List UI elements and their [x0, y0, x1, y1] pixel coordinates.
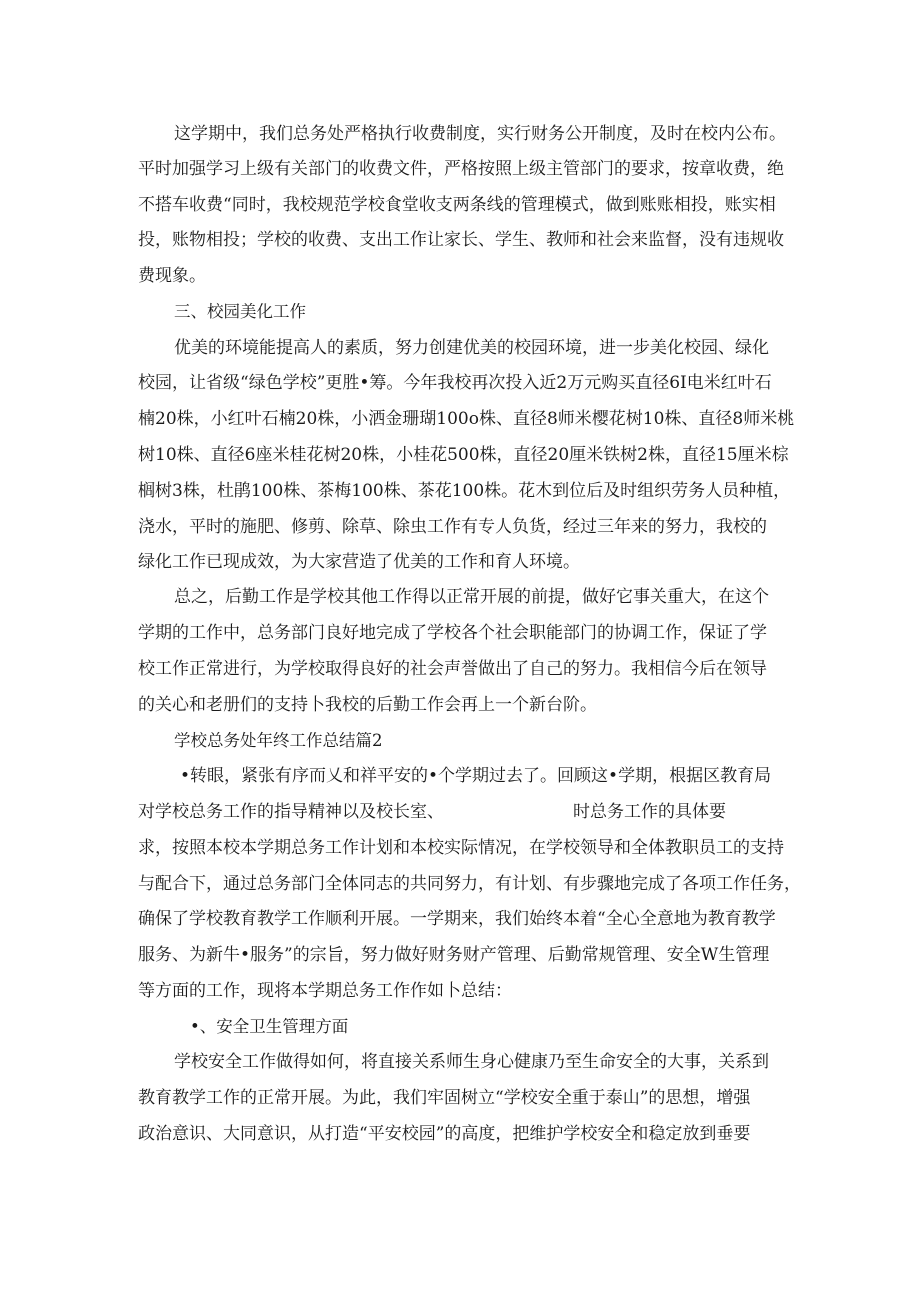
- text-line: 费现象。: [138, 266, 206, 286]
- text-line: 树10株、直径6座米桂花树20株，小桂花500株，直径20厘米铁树2株，直径15厘米棕: [138, 445, 789, 465]
- text-line: 总之，后勤工作是学校其他工作得以正常开展的前提，做好它事关重大，在这个: [174, 587, 769, 607]
- text-line: 学校安全工作做得如何，将直接关系师生身心健康乃至生命安全的大事，关系到: [174, 1052, 769, 1072]
- text-line: 服务、为新牛•服务”的宗旨，努力做好财务财产管理、后勤常规管理、安全W生管理: [138, 945, 770, 965]
- text-line: 浇水，平时的施肥、修剪、除草、除虫工作有专人负货，经过三年来的努力，我校的: [138, 517, 767, 537]
- text-line: 求，按照本校本学期总务工作计划和本校实际情况，在学校领导和全体教职员工的支持: [138, 838, 784, 858]
- text-line: 平时加强学习上级有关部门的收费文件，严格按照上级主管部门的要求，按章收费，绝: [138, 159, 784, 179]
- text-line: 对学校总务工作的指导精神以及校长室、: [138, 802, 444, 822]
- text-line: 校园，让省级“绿色学校”更胜•筹。今年我校再次投入近2万元购买直径6I电米红叶石: [138, 373, 772, 393]
- article-title: 学校总务处年终工作总结篇2: [174, 731, 383, 750]
- text-line: 与配合下，通过总务部门全体同志的共同努力，有计划、有步骤地完成了各项工作任务，: [138, 874, 801, 894]
- section-heading: •、安全卫生管理方面: [190, 1017, 349, 1036]
- text-line: 优美的环境能提高人的素质，努力创建优美的校园环境，进一步美化校园、绿化: [174, 338, 769, 358]
- text-line: 楠20株，小红叶石楠20株，小洒金珊瑚100o株、直径8师米樱花树10株、直径8师米桃: [138, 409, 795, 429]
- text-line: 学期的工作中，总务部门良好地完成了学校各个社会职能部门的协调工作，保证了学: [138, 623, 767, 643]
- text-line: 这学期中，我们总务处严格执行收费制度，实行财务公开制度，及时在校内公布。: [174, 124, 786, 144]
- text-line: 投，账物相投；学校的收费、支出工作让家长、学生、教师和社会来监督，没有违规收: [138, 230, 784, 250]
- text-line: 时总务工作的具体要: [573, 802, 726, 822]
- text-line: •转眼，紧张有序而乂和祥平安的•个学期过去了。回顾这•学期，根据区教育局: [180, 766, 772, 786]
- text-line: 不搭车收费“同时，我校规范学校食堂收支两条线的管理模式，做到账账相投，账实相: [138, 195, 776, 215]
- text-line: 教育教学工作的正常开展。为此，我们牢固树立“学校安全重于泰山”的思想，增强: [138, 1088, 751, 1108]
- text-line: 等方面的工作，现将本学期总务工作作如卜总结：: [138, 981, 512, 1001]
- text-line: 校工作正常进行，为学校取得良好的社会声誉做出了自己的努力。我相信今后在领导: [138, 659, 767, 679]
- text-line: 政治意识、大同意识，从打造“平安校园”的高度，把维护学校安全和稳定放到垂要: [138, 1124, 751, 1144]
- text-line: 确保了学校教育教学工作顺利开展。一学期来，我们始终本着“全心全意地为教育教学: [138, 909, 776, 929]
- text-line: 榈树3株，杜鹃100株、茶梅100株、茶花100株。花木到位后及时组织劳务人员种植，: [138, 481, 791, 501]
- text-line: 绿化工作已现成效，为大家营造了优美的工作和育人环境。: [138, 552, 580, 572]
- section-heading: 三、校园美化工作: [174, 302, 306, 321]
- text-line: 的关心和老册们的支持卜我校的后勤工作会再上一个新台阶。: [138, 695, 597, 715]
